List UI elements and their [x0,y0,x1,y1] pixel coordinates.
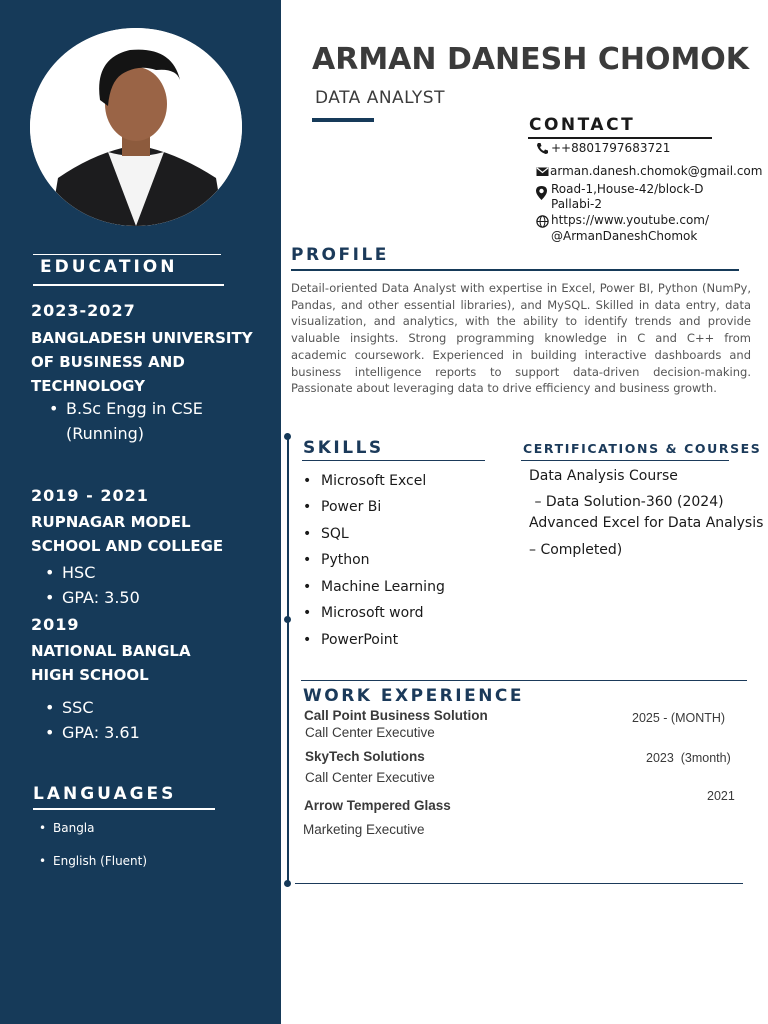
contact-rule [528,137,712,139]
contact-address [551,182,704,212]
education-years: 2019 - 2021 [31,486,149,505]
skill-item: • Power Bi [321,499,381,515]
languages-rule [33,808,215,810]
contact-website[interactable] [551,213,709,244]
education-gpa: • GPA: 3.61 [62,720,140,745]
skill-item: • PowerPoint [321,632,398,648]
job-period: 2023 (3month) [646,751,731,765]
job-title: Marketing Executive [303,822,425,837]
company-name: SkyTech Solutions [305,749,425,764]
certification-line: – Data Solution-360 (2024) [530,494,724,510]
address-line: Pallabi-2 [551,197,602,211]
certifications-heading: CERTIFICATIONS & COURSES [523,441,762,456]
company-name: Arrow Tempered Glass [304,798,451,813]
timeline-line [287,437,289,883]
globe-icon [536,215,549,228]
skill-item: • Microsoft Excel [321,473,426,489]
sidebar [0,0,281,1024]
certification-line: Advanced Excel for Data Analysis [529,515,764,531]
timeline-dot [284,433,291,440]
job-period: 2021 [707,789,735,803]
school-line: BANGLADESH UNIVERSITY [31,329,253,347]
profile-heading: PROFILE [291,245,389,265]
school-line: TECHNOLOGY [31,377,145,395]
language-item: • English (Fluent) [53,854,147,868]
role-underline [312,118,374,122]
certification-line: Data Analysis Course [529,468,678,484]
job-role: DATA ANALYST [315,88,445,108]
experience-rule-top [301,680,747,681]
education-school [31,510,223,558]
skills-rule [302,460,485,461]
profile-summary: Detail-oriented Data Analyst with expertise in Excel, Power BI, Python (NumPy, Pandas, and other essential libraries), and MySQL. Skilled in data entry, data visualization, and analytics, with the ability to identify trends and provide valuable insights. Strong programming knowledge in C and C++ from academic coursework. Experienced in building interactive dashboards and business intelligence reports to support data-driven decision-making. Passionate about leveraging data to drive efficiency and business growth. [291,281,751,396]
job-title: Call Center Executive [305,770,435,785]
contact-email[interactable]: arman.danesh.chomok@gmail.com [550,164,763,178]
job-title: Call Center Executive [305,725,435,740]
language-item: • Bangla [53,821,95,835]
timeline-dot [284,880,291,887]
school-line: RUPNAGAR MODEL [31,513,191,531]
education-years: 2019 [31,615,80,634]
school-line: SCHOOL AND COLLEGE [31,537,224,555]
contact-phone[interactable]: ++8801797683721 [551,141,671,155]
experience-heading: WORK EXPERIENCE [303,686,525,706]
profile-photo-image [30,28,242,226]
education-school [31,326,253,398]
education-gpa: • GPA: 3.50 [62,585,140,610]
profile-photo [30,28,242,226]
education-school [31,639,191,687]
skill-item: • Python [321,552,370,568]
contact-heading: CONTACT [529,115,636,135]
education-level: • HSC [62,560,95,585]
website-line: https://www.youtube.com/ [551,213,710,227]
school-line: OF BUSINESS AND [31,353,185,371]
email-icon [536,165,549,178]
languages-heading: LANGUAGES [33,784,177,804]
education-status: (Running) [66,424,145,443]
school-line: NATIONAL BANGLA [31,642,191,660]
education-years: 2023-2027 [31,301,136,320]
experience-rule-bottom [295,883,743,884]
skill-item: • Microsoft word [321,605,424,621]
phone-icon [536,142,549,155]
skill-item: • SQL [321,526,349,542]
job-period: 2025 - (MONTH) [632,711,726,725]
profile-rule [291,269,739,271]
website-line: @ArmanDaneshChomok [551,229,698,243]
company-name: Call Point Business Solution [304,708,488,723]
timeline-dot [284,616,291,623]
education-rule-bottom [33,284,224,286]
certification-line: – Completed) [529,542,623,558]
certifications-rule [521,460,729,461]
education-level: • SSC [62,695,93,720]
address-line: Road-1,House-42/block-D [551,182,704,196]
location-pin-icon [535,185,548,201]
education-degree: • B.Sc Engg in CSE [66,396,203,421]
education-heading: EDUCATION [40,257,178,277]
skills-heading: SKILLS [303,438,384,458]
candidate-name: ARMAN DANESH CHOMOK [312,42,750,77]
skill-item: • Machine Learning [321,579,445,595]
education-rule-top [33,254,221,255]
school-line: HIGH SCHOOL [31,666,149,684]
